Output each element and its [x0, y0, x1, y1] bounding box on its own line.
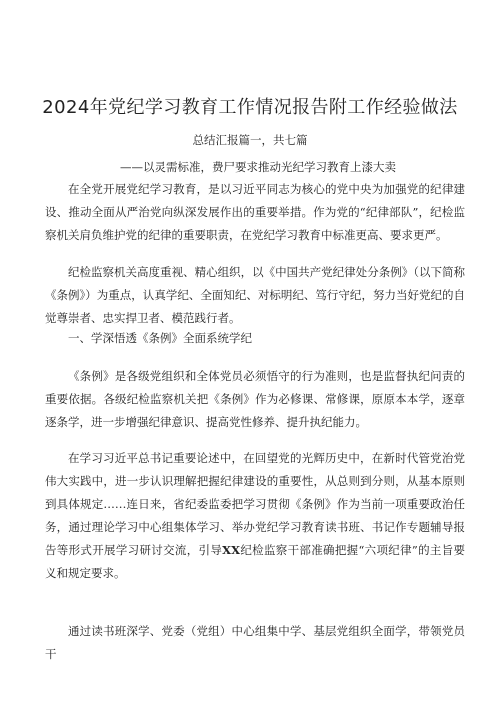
paragraph-4-placeholder: XX [222, 543, 241, 557]
paragraph-3: 《条例》是各级党组织和全体党员必须悟守的行为准则，也是监督执纪问责的重要依据。各级纪检监察机关把《条例》作为必修课、常修课，原原本本学，逐章逐条学，进一步增强纪律意识、提高党性修养、提升执纪能力。 [45, 369, 465, 429]
paragraph-4-text-b: 纪检监察干部准确把握“六项纪律”的主旨要义和规定要求。 [45, 543, 466, 580]
paragraph-4-text-a: 在学习习近平总书记重要论述中，在回望党的光辉历史中，在新时代管党治党伟大实践中，进一步认识理解把握纪律建设的重要性，从总则到分则，从基本原则到具体规定……连日来，省纪委监委把学习贯彻《条例》作为当前一项重要政治任务，通过理论学习中心组集体学习、举办党纪学习教育读书班、书记作专题辅导报告等形式开展学习研讨交流，引导 [45, 451, 465, 557]
paragraph-1: 在全党开展党纪学习教育，是以习近平同志为核心的党中央为加强党的纪律建设、推动全面从严治党向纵深发展作出的重要举措。作为党的“纪律部队”，纪检监察机关肩负维护党的纪律的重要职责，在党纪学习教育中标准更高、要求更严。 [45, 182, 465, 242]
paragraph-2: 纪检监察机关高度重视、精心组织，以《中国共产党纪律处分条例》（以下简称《条例》）为重点，认真学纪、全面知纪、对标明纪、笃行守纪，努力当好党纪的自觉尊崇者、忠实捍卫者、模范践行者。 [45, 265, 465, 325]
document-title: 2024年党纪学习教育工作情况报告附工作经验做法 [42, 97, 458, 118]
document-subtitle: ——以灵需标准，费尸要求推动光纪学习教育上漆大卖 [120, 160, 396, 174]
paragraph-5: 通过读书班深学、党委（党组）中心组集中学、基层党组织全面学，带领党员干 [45, 624, 465, 661]
paragraph-4 [45, 447, 465, 585]
document-meta: 总结汇报篇一，共七篇 [192, 133, 308, 147]
section-heading-1: 一、学深悟透《条例》全面系统学纪 [68, 331, 252, 345]
